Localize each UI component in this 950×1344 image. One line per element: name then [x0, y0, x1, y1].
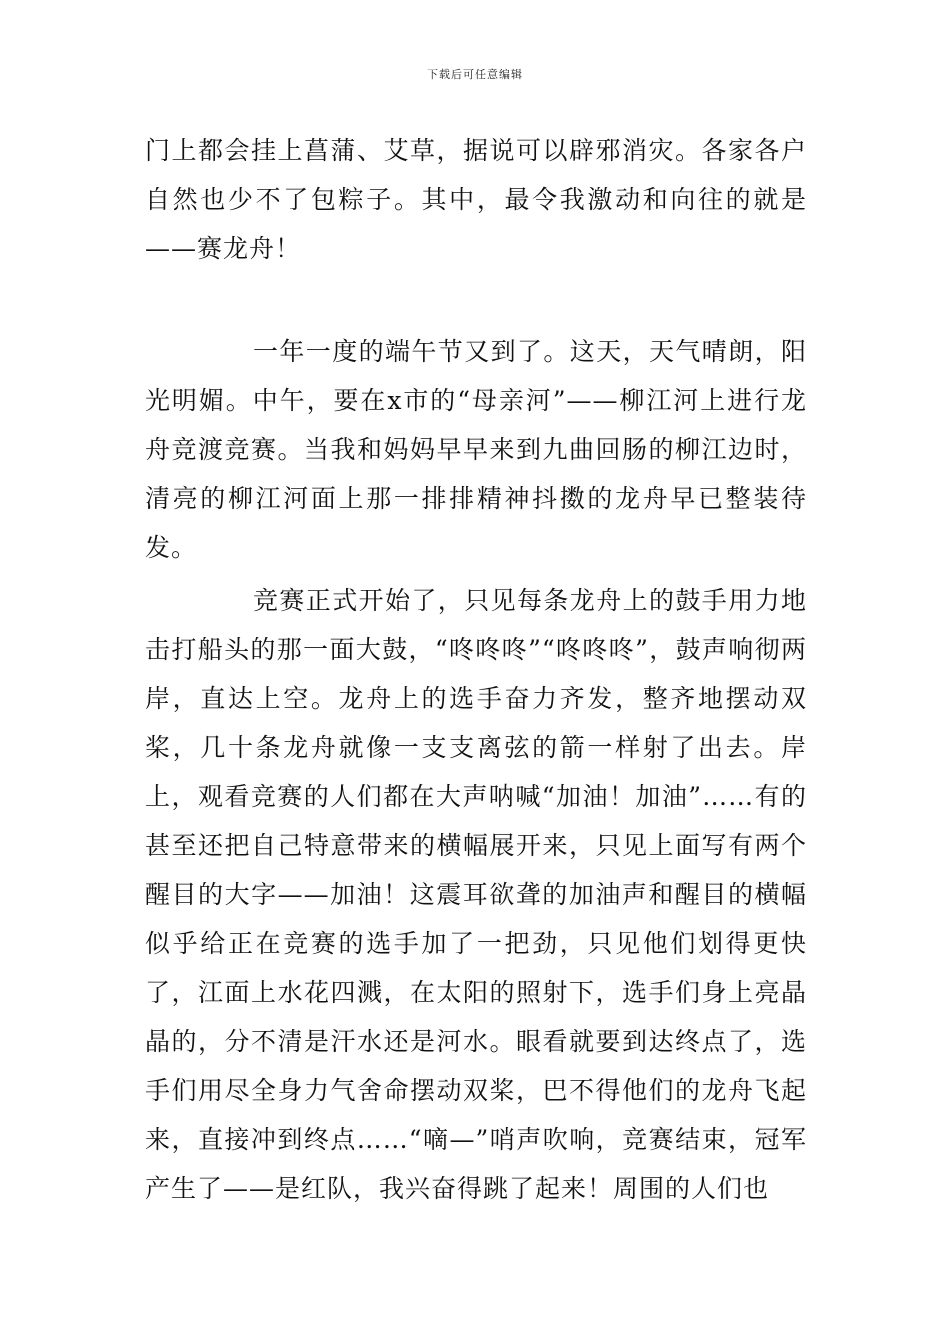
- paragraph-1: 门上都会挂上菖蒲、艾草，据说可以辟邪消灾。各家各户自然也少不了包粽子。其中，最令我激动和向往的就是——赛龙舟！: [145, 136, 807, 263]
- paragraph-3-block: [145, 576, 807, 1213]
- paragraph-3: 竞赛正式开始了，只见每条龙舟上的鼓手用力地击打船头的那一面大鼓，“咚咚咚”“咚咚咚”，鼓声响彻两岸，直达上空。龙舟上的选手奋力齐发，整齐地摆动双桨，几十条龙舟就像一支支离弦的箭一样射了出去。岸上，观看竞赛的人们都在大声呐喊“加油！加油”……有的甚至还把自己特意带来的横幅展开来，只见上面写有两个醒目的大字——加油！这震耳欲聋的加油声和醒目的横幅似乎给正在竞赛的选手加了一把劲，只见他们划得更快了，江面上水花四溅，在太阳的照射下，选手们身上亮晶晶的，分不清是汗水还是河水。眼看就要到达终点了，选手们用尽全身力气舍命摆动双桨，巴不得他们的龙舟飞起来，直接冲到终点……“嘀—”哨声吹响，竞赛结束，冠军产生了——是红队，我兴奋得跳了起来！周围的人们也: [145, 586, 807, 1203]
- paragraph-2: 一年一度的端午节又到了。这天，天气晴朗，阳光明媚。中午，要在x市的“母亲河”——柳江河上进行龙舟竞渡竞赛。当我和妈妈早早来到九曲回肠的柳江边时，清亮的柳江河面上那一排排精神抖擞的龙舟早已整装待发。: [145, 337, 807, 562]
- paragraph-1-block: [145, 126, 807, 273]
- paragraph-2-block: [145, 327, 807, 572]
- page-header: 下载后可任意编辑: [427, 68, 523, 81]
